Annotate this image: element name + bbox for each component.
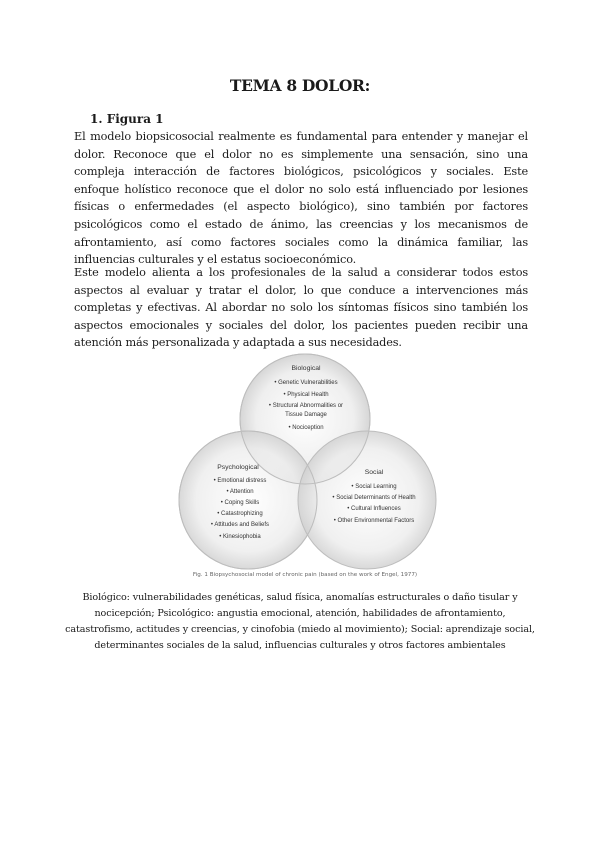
social-item: • Social Learning: [351, 484, 397, 490]
psychological-item: • Attitudes and Beliefs: [210, 522, 270, 528]
social-item: • Cultural Influences: [347, 506, 401, 512]
psychological-title: Psychological: [217, 464, 259, 471]
biological-item: • Structural Abnormalities or: [268, 403, 344, 409]
psychological-item: • Coping Skills: [220, 500, 260, 506]
social-item: • Other Environmental Factors: [333, 518, 415, 524]
psychological-item: • Catastrophizing: [217, 511, 263, 517]
psychological-item: • Kinesiophobia: [219, 534, 261, 540]
social-title: Social: [364, 469, 384, 476]
paragraph-1: El modelo biopsicosocial realmente es fundamental para entender y manejar el dolor. Reconoce que el dolor no es simplemente una sensación, sino una compleja interacción de factores biológicos, psicológicos y sociales. Este enfoque holístico reconoce que el dolor no solo está influenciado por lesiones físicas o enfermedades (el aspecto biológico), sino también por factores psicológicos como el estado de ánimo, las creencias y los mecanismos de afrontamiento, así como factores sociales como la dinámica familiar, las influencias culturales y el estatus socioeconómico.: [74, 130, 528, 267]
biological-item: • Physical Health: [283, 392, 329, 398]
psychological-item: • Attention: [226, 489, 254, 495]
figure-description: Biológico: vulnerabilidades genéticas, salud física, anomalías estructurales o daño tisular y nocicepción; Psicológico: angustia emocional, atención, habilidades de afrontamiento, catastrofismo, actitudes y creencias, y cinofobia (miedo al movimiento); Social: aprendizaje social, determinantes sociales de la salud, influencias culturales y otros factores ambientales: [65, 592, 535, 651]
biological-item: • Nociception: [288, 425, 324, 431]
biological-item: Tissue Damage: [285, 412, 327, 418]
section-heading: 1. Figura 1: [90, 112, 164, 126]
biological-item: • Genetic Vulnerabilities: [274, 380, 338, 386]
figure-caption: Fig. 1 Biopsychosocial model of chronic pain (based on the work of Engel, 1977): [192, 572, 418, 578]
psychological-item: • Emotional distress: [213, 478, 267, 484]
paragraph-2: Este modelo alienta a los profesionales de la salud a considerar todos estos aspectos al evaluar y tratar el dolor, lo que conduce a intervenciones más completas y efectivas. Al abordar no solo los síntomas físicos sino también los aspectos emocionales y sociales del dolor, los pacientes pueden recibir una atención más personalizada y adaptada a sus necesidades.: [74, 266, 528, 350]
venn-diagram: [170, 352, 440, 582]
social-item: • Social Determinants of Health: [332, 495, 416, 501]
page-title: TEMA 8 DOLOR:: [229, 76, 371, 95]
biological-title: Biological: [291, 365, 321, 372]
